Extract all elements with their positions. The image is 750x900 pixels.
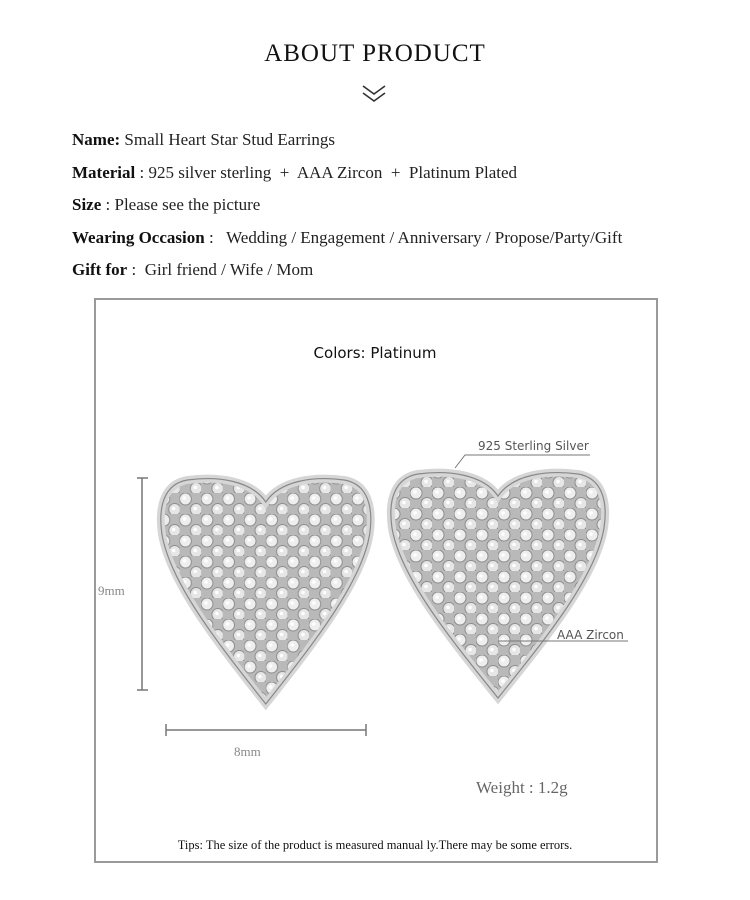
height-dimension-line xyxy=(137,478,148,690)
spec-occasion: Wearing Occasion : Wedding / Engagement / Anniversary / Propose/Party/Gift xyxy=(72,227,623,247)
width-dimension-label: 8mm xyxy=(234,744,261,759)
tips-note: Tips: The size of the product is measured manual ly.There may be some errors. xyxy=(177,838,573,852)
right-earring xyxy=(391,473,605,698)
silver-callout-line xyxy=(455,455,590,468)
spec-size: Size : Please see the picture xyxy=(72,195,261,214)
spec-gift-for: Gift for : Girl friend / Wife / Mom xyxy=(72,260,314,279)
spec-material: Material : 925 silver sterling + AAA Zircon + Platinum Plated xyxy=(72,162,518,182)
section-title: ABOUT PRODUCT xyxy=(264,40,486,67)
colors-label: Colors: Platinum xyxy=(313,344,437,362)
zircon-callout-label: AAA Zircon xyxy=(557,628,624,642)
left-earring xyxy=(161,479,371,704)
weight-label: Weight : 1.2g xyxy=(476,778,568,797)
silver-callout-label: 925 Sterling Silver xyxy=(478,439,589,453)
height-dimension-label: 9mm xyxy=(98,583,125,598)
width-dimension-line xyxy=(166,724,366,736)
spec-name: Name: Small Heart Star Stud Earrings xyxy=(72,130,335,149)
